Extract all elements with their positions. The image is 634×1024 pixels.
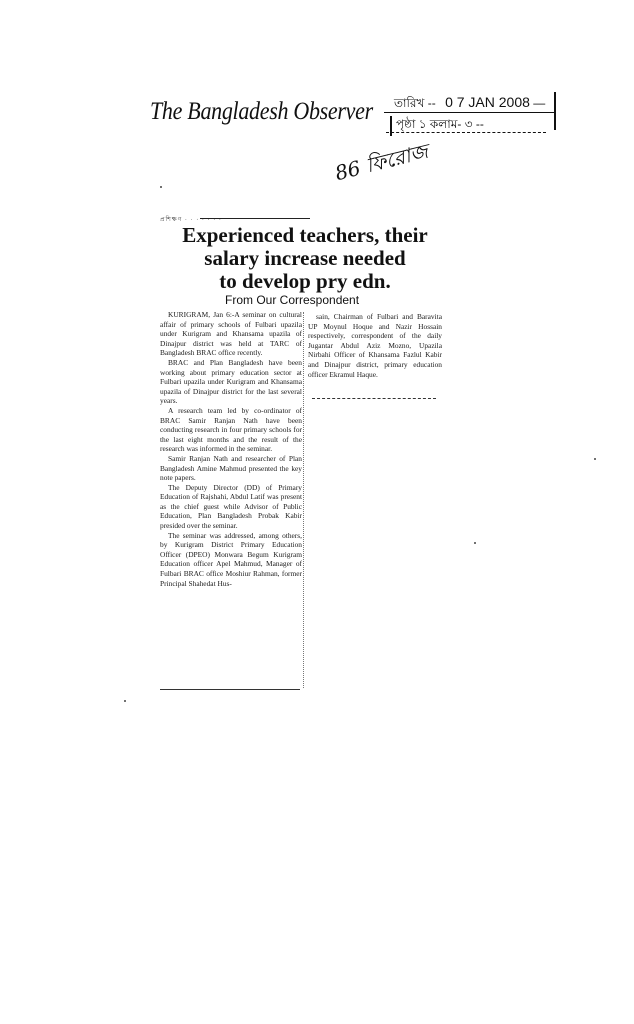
stamp-bottom-rule (386, 132, 546, 133)
kicker-rule (200, 218, 310, 219)
article-column-1 (160, 310, 302, 588)
date-stamp (384, 92, 556, 134)
paragraph: BRAC and Plan Bangladesh have been working about primary education sector at Fulbari upazila under Kurigram and Khansama upazila of Dinajpur district for the last several years. (160, 357, 302, 406)
scan-speck (124, 700, 126, 702)
paragraph: A research team led by co-ordinator of BRAC Samir Ranjan Nath have been conducting research in four primary schools for the last eight months and the result of the research was informed in the seminar. (160, 405, 302, 454)
paragraph: The Deputy Director (DD) of Primary Education of Rajshahi, Abdul Latif was present as the chief guest while Advisor of Public Education, Plan Bangladesh Probak Kabir presided over the seminar. (160, 482, 302, 531)
clipping-bottom-rule (160, 689, 300, 690)
stamp-date: 0 7 JAN 2008 (445, 94, 530, 110)
headline-line-1: Experienced teachers, their (182, 223, 428, 247)
stamp-page-column: পৃষ্ঠা ১ কলাম- ৩ -- (390, 116, 484, 136)
article-headline (160, 224, 450, 293)
paragraph: sain, Chairman of Fulbari and Baravita UP Moynul Hoque and Nazir Hossain respectively, correspondent of the daily Jugantar Abdul Aziz Mozno, Upazila Nirbahi Officer of Khansama Fazlul Kabir and Dinajpur district, primary education officer Ekramul Haque. (308, 312, 442, 379)
article-end-rule (312, 398, 436, 399)
newspaper-masthead: The Bangladesh Observer (150, 96, 373, 125)
article-byline: From Our Correspondent (225, 293, 360, 307)
scan-speck (160, 186, 162, 188)
stamp-date-prefix: তারিখ -- (394, 96, 436, 110)
headline-line-3: to develop pry edn. (219, 269, 391, 293)
article-column-2 (308, 312, 442, 379)
paragraph: KURIGRAM, Jan 6:-A seminar on cultural affair of primary schools of Fulbari upazila under Kurigram and Khansama upazila of Dinajpur district was held at TARC of Bangladesh BRAC office recently. (160, 310, 302, 358)
stamp-date-suffix: — (533, 96, 546, 110)
paragraph: The seminar was addressed, among others, by Kurigram District Primary Education Officer (DPEO) Monwara Begum Kurigram Education officer Apel Mahmud, Manager of Fulbari BRAC office Moshiur Rahman, former Principal Shahedat Hus- (160, 530, 302, 588)
article-kicker: প্রশিক্ষণ · · · · · · · (160, 217, 222, 223)
scan-speck (474, 542, 476, 544)
column-divider (303, 312, 304, 688)
stamp-divider (384, 112, 554, 113)
stamp-right-border (554, 92, 556, 130)
headline-line-2: salary increase needed (204, 246, 406, 270)
handwritten-note: 86 ফিরোজ (332, 138, 431, 186)
scan-speck (594, 458, 596, 460)
paragraph: Samir Ranjan Nath and researcher of Plan Bangladesh Amine Mahmud presented the key note papers. (160, 453, 302, 483)
